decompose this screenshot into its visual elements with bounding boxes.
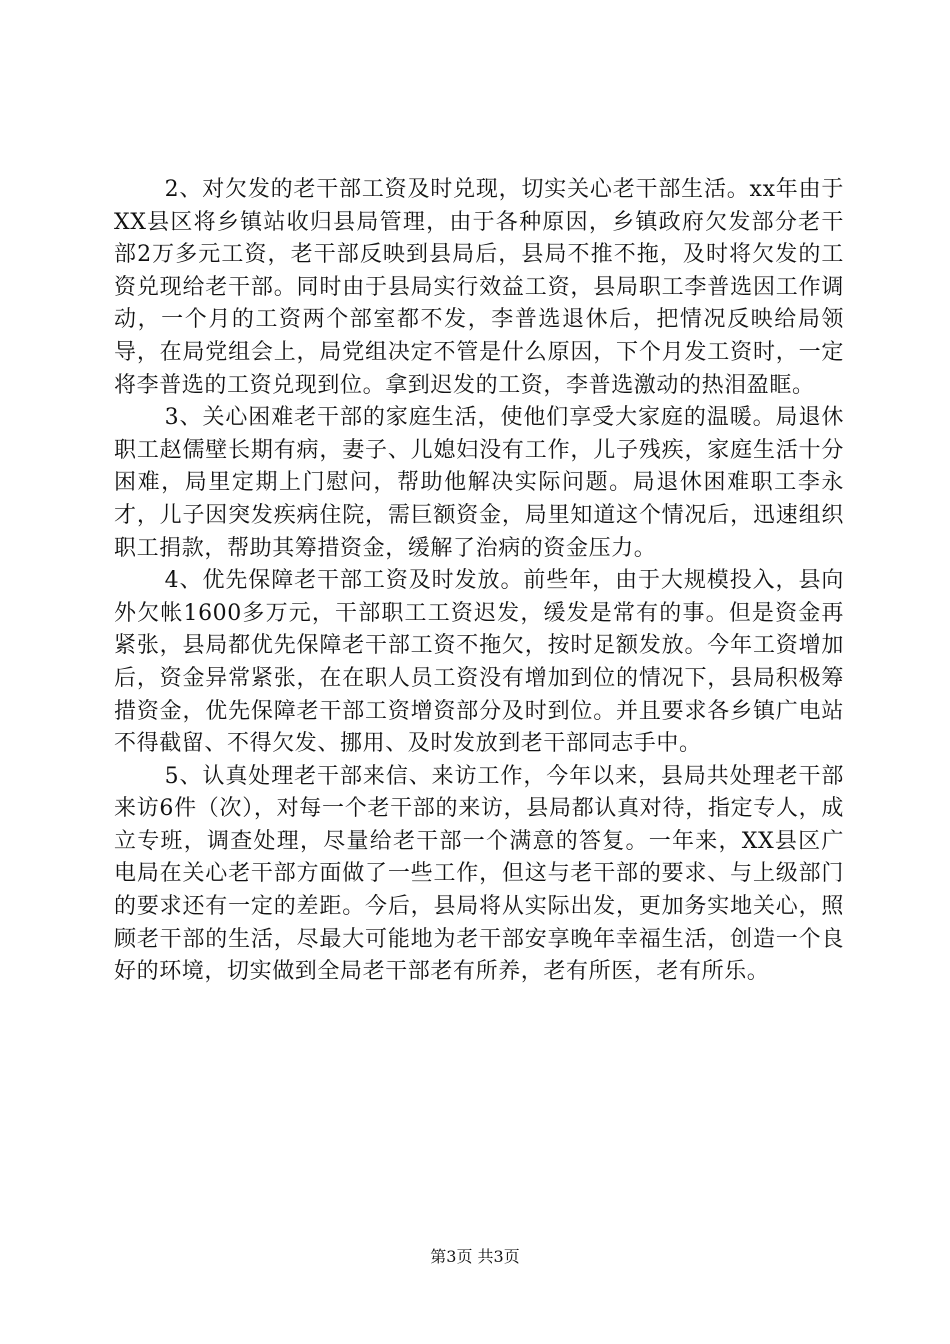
paragraph-item-3: 3、关心困难老干部的家庭生活，使他们享受大家庭的温暖。局退休职工赵儒壁长期有病，妻子、儿媳妇没有工作，儿子残疾，家庭生活十分困难，局里定期上门慰问，帮助他解决实际问题。局退休困难职工李永才，儿子因突发疾病住院，需巨额资金，局里知道这个情况后，迅速组织职工捐款，帮助其筹措资金，缓解了治病的资金压力。: [114, 405, 844, 561]
paragraph-item-4: 4、优先保障老干部工资及时发放。前些年，由于大规模投入，县向外欠帐1600多万元，干部职工工资迟发，缓发是常有的事。但是资金再紧张，县局都优先保障老干部工资不拖欠，按时足额发放。今年工资增加后，资金异常紧张，在在职人员工资没有增加到位的情况下，县局积极筹措资金，优先保障老干部工资增资部分及时到位。并且要求各乡镇广电站不得截留、不得欠发、挪用、及时发放到老干部同志手中。: [114, 568, 844, 757]
document-body: [114, 174, 844, 989]
page-number-footer: 第3页 共3页: [430, 1247, 520, 1266]
paragraph-item-5: 5、认真处理老干部来信、来访工作，今年以来，县局共处理老干部来访6件（次），对每一个老干部的来访，县局都认真对待，指定专人，成立专班，调查处理，尽量给老干部一个满意的答复。一年来，XX县区广电局在关心老干部方面做了一些工作，但这与老干部的要求、与上级部门的要求还有一定的差距。今后，县局将从实际出发，更加务实地关心，照顾老干部的生活，尽最大可能地为老干部安享晚年幸福生活，创造一个良好的环境，切实做到全局老干部老有所养，老有所医，老有所乐。: [114, 763, 844, 985]
paragraph-item-2: 2、对欠发的老干部工资及时兑现，切实关心老干部生活。xx年由于XX县区将乡镇站收归县局管理，由于各种原因，乡镇政府欠发部分老干部2万多元工资，老干部反映到县局后，县局不推不拖，及时将欠发的工资兑现给老干部。同时由于县局实行效益工资，县局职工李普选因工作调动，一个月的工资两个部室都不发，李普选退休后，把情况反映给局领导，在局党组会上，局党组决定不管是什么原因，下个月发工资时，一定将李普选的工资兑现到位。拿到迟发的工资，李普选激动的热泪盈眶。: [114, 177, 844, 398]
